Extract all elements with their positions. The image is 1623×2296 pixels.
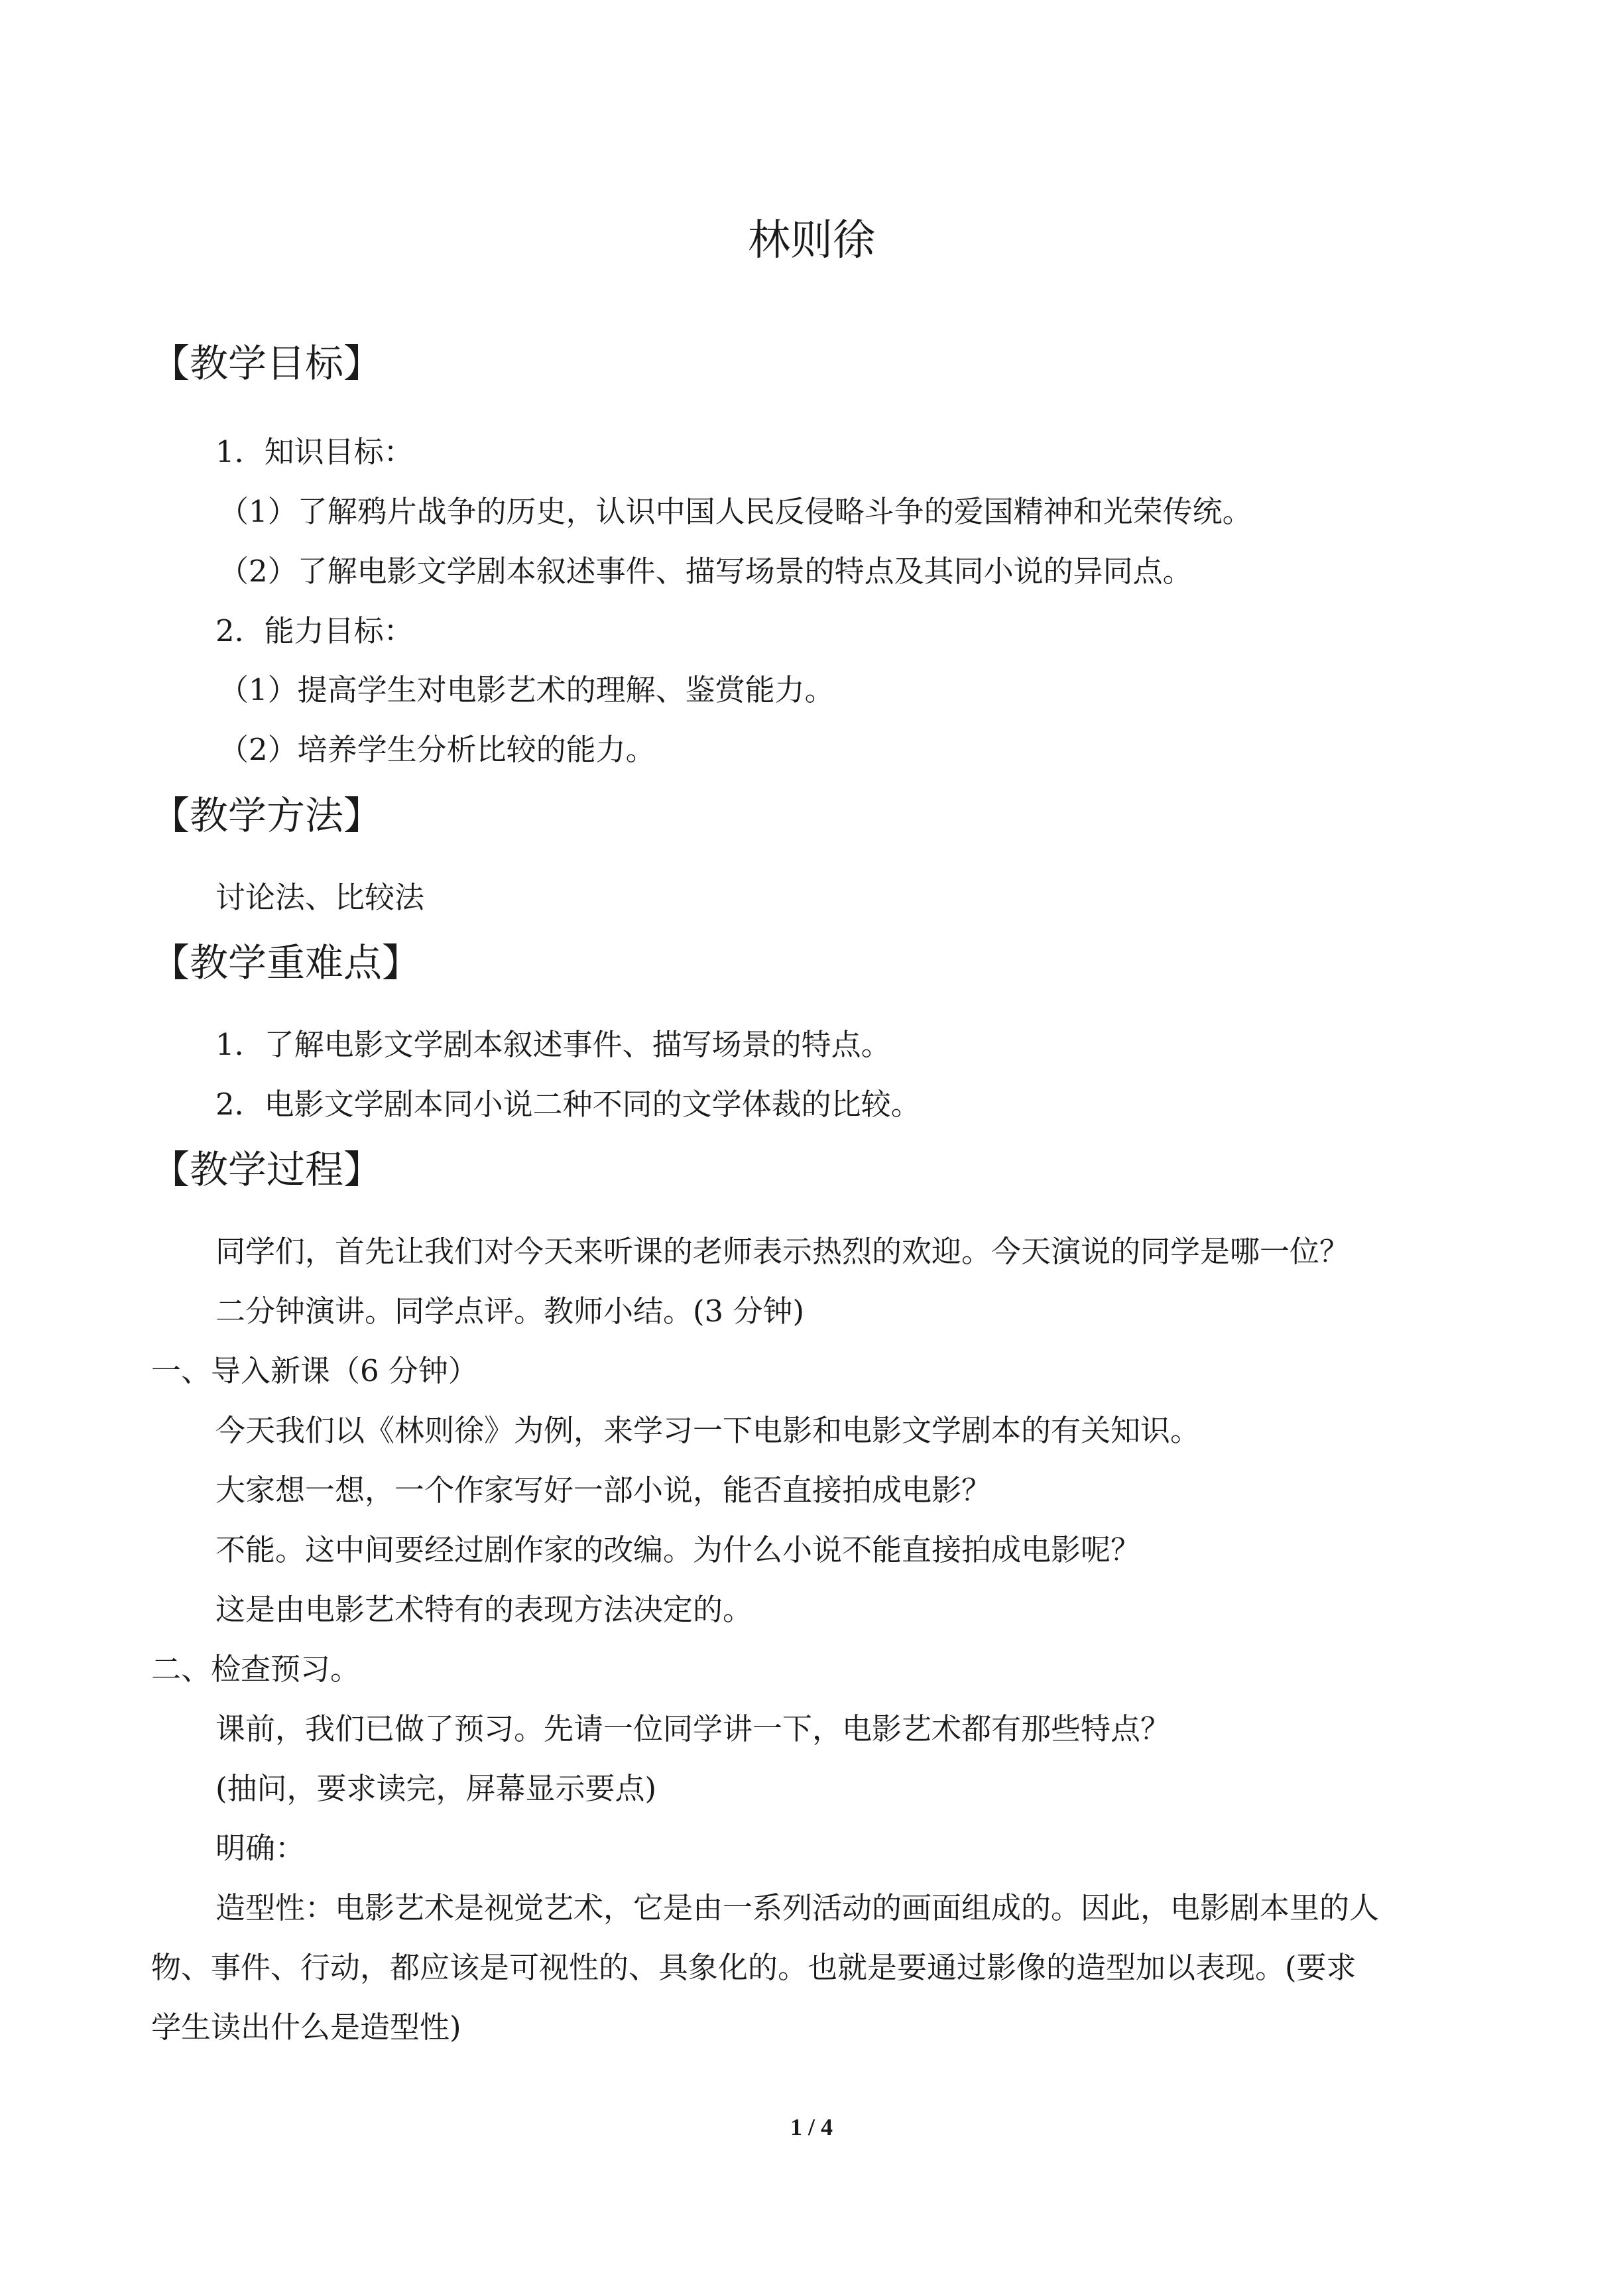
methods-text: 讨论法、比较法 [215, 880, 425, 915]
knowledge-objective-label: 1．知识目标： [215, 434, 414, 469]
ability-objective-2: （2）培养学生分析比较的能力。 [219, 732, 656, 767]
document-title: 林则徐 [748, 216, 875, 265]
section-heading-1: 一、导入新课（6 分钟） [151, 1353, 478, 1388]
heading-process: 【教学过程】 [151, 1147, 383, 1192]
knowledge-objective-1: （1）了解鸦片战争的历史，认识中国人民反侵略斗争的爱国精神和光荣传统。 [219, 494, 1252, 529]
process-paragraph-4: 大家想一想，一个作家写好一部小说，能否直接拍成电影？ [215, 1473, 992, 1508]
key-point-2: 2．电影文学剧本同小说二种不同的文学体裁的比较。 [215, 1087, 921, 1122]
ability-objective-label: 2．能力目标： [215, 613, 414, 648]
process-paragraph-5: 不能。这中间要经过剧作家的改编。为什么小说不能直接拍成电影呢？ [215, 1532, 1141, 1567]
process-paragraph-8: (抽问，要求读完，屏幕显示要点) [215, 1771, 657, 1806]
heading-methods: 【教学方法】 [151, 793, 383, 838]
process-paragraph-9: 明确： [215, 1831, 306, 1866]
knowledge-objective-2: （2）了解电影文学剧本叙述事件、描写场景的特点及其同小说的异同点。 [219, 554, 1193, 589]
process-paragraph-1: 同学们，首先让我们对今天来听课的老师表示热烈的欢迎。今天演说的同学是哪一位？ [215, 1234, 1350, 1269]
process-paragraph-10-line-1: 造型性：电影艺术是视觉艺术，它是由一系列活动的画面组成的。因此，电影剧本里的人 [215, 1890, 1380, 1925]
heading-objectives: 【教学目标】 [151, 341, 383, 386]
process-paragraph-7: 课前，我们已做了预习。先请一位同学讲一下，电影艺术都有那些特点？ [215, 1711, 1171, 1746]
process-paragraph-10-line-2: 物、事件、行动，都应该是可视性的、具象化的。也就是要通过影像的造型加以表现。(要求 [151, 1950, 1356, 1985]
process-paragraph-3: 今天我们以《林则徐》为例，来学习一下电影和电影文学剧本的有关知识。 [215, 1413, 1201, 1448]
process-paragraph-10-line-3: 学生读出什么是造型性) [151, 2010, 461, 2045]
heading-key-points: 【教学重难点】 [151, 940, 421, 985]
process-paragraph-6: 这是由电影艺术特有的表现方法决定的。 [215, 1592, 753, 1627]
process-paragraph-2: 二分钟演讲。同学点评。教师小结。(3 分钟) [215, 1294, 805, 1329]
section-heading-2: 二、检查预习。 [151, 1652, 361, 1687]
ability-objective-1: （1）提高学生对电影艺术的理解、鉴赏能力。 [219, 672, 835, 707]
page-number: 1 / 4 [790, 2114, 833, 2140]
key-point-1: 1．了解电影文学剧本叙述事件、描写场景的特点。 [215, 1027, 891, 1062]
